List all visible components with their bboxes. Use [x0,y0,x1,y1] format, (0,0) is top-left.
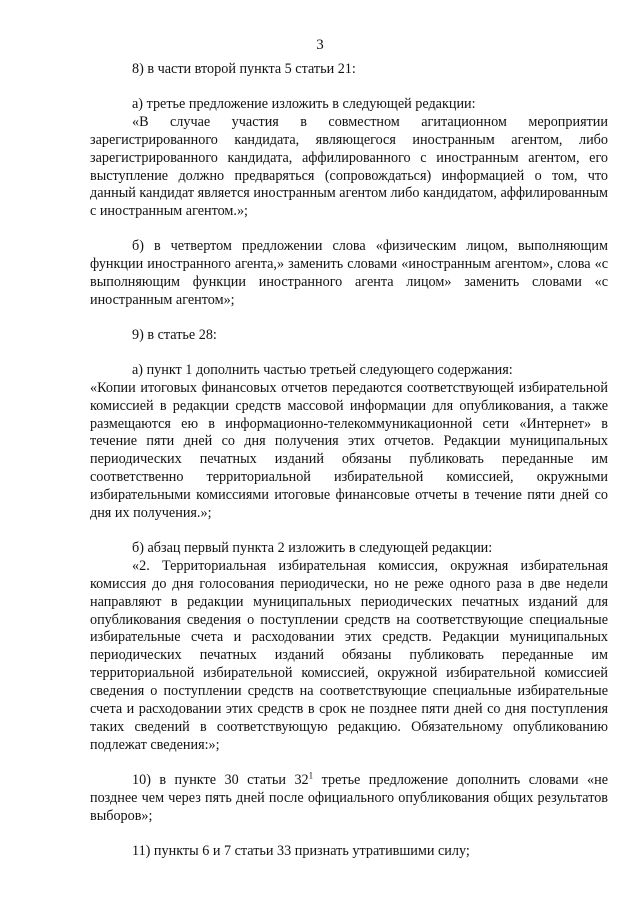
page-number: 3 [316,37,324,53]
paragraph-subitem-9b: б) абзац первый пункта 2 изложить в следующей редакции: [132,539,493,556]
item-10-rest: третье предложение дополнить словами «не позднее чем через пять дней после официального опубликования общих результатов выборов»; [90,771,608,824]
document-body [90,61,608,860]
superscript-index: 1 [308,770,314,781]
quoted-text-8a: «В случае участия в совместном агитационном мероприятии зарегистрированного кандидата, являющегося иностранным агентом, либо зарегистрированного кандидата, аффилированного с иностранным агентом, его выступление должно предваряться (сопровождаться) информацией о том, что данный кандидат является иностранным агентом либо кандидатом, аффилированным с иностранным агентом.»; [90,113,608,220]
paragraph-item-9: 9) в статье 28: [132,326,217,343]
item-10-lead: 10) в пункте 30 статьи 32 [132,771,309,788]
paragraph-subitem-9a: а) пункт 1 дополнить частью третьей следующего содержания: [132,361,513,378]
quoted-text-9a: «Копии итоговых финансовых отчетов передаются соответствующей избирательной комиссией в редакции средств массовой информации для опубликования, а также размещаются ею в информационно-телекоммуникационной сети «Интернет» в течение пяти дней со дня получения этих отчетов. Редакции муниципальных периодических печатных изданий обязаны публиковать переданные им соответственно территориальной избирательной комиссией, окружными избирательными комиссиями итоговые финансовые отчеты в течение пяти дней со дня их получения.»; [90,379,608,522]
quoted-text-9b: «2. Территориальная избирательная комиссия, окружная избирательная комиссия до дня голосования периодически, но не реже одного раза в две недели направляют в редакции муниципальных периодических печатных изданий для опубликования сведения о поступлении средств на соответствующие специальные избирательные счета и расходовании этих средств. Редакции муниципальных периодических печатных изданий обязаны публиковать переданные им территориальной избирательной комиссией, окружной избирательной комиссией сведения о поступлении средств на соответствующие специальные избирательные счета и расходовании этих средств в срок не позднее пяти дней со дня поступления таких сведений в соответствующую редакцию. Обязательному опубликованию подлежат сведения:»; [90,557,608,753]
paragraph-item-11: 11) пункты 6 и 7 статьи 33 признать утратившими силу; [132,842,470,859]
paragraph-item-8: 8) в части второй пункта 5 статьи 21: [132,61,356,77]
paragraph-subitem-8b: б) в четвертом предложении слова «физическим лицом, выполняющим функции иностранного агента,» заменить словами «иностранным агентом», слова «с выполняющим функции иностранного агента лицом» заменить словами «с иностранным агентом»; [90,238,608,308]
paragraph-item-10 [90,772,608,826]
paragraph-subitem-8a: а) третье предложение изложить в следующей редакции: [132,95,476,112]
